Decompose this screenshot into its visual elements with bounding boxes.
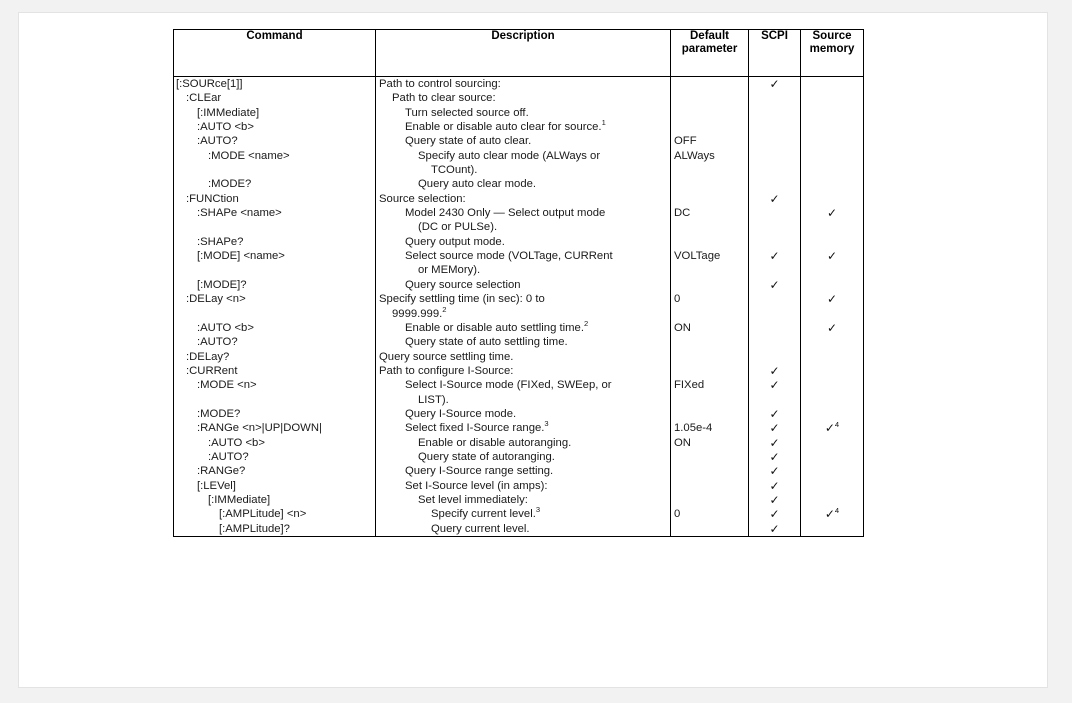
default-parameter-value: 0 (674, 293, 681, 306)
scpi-check-icon: ✓ (769, 478, 780, 493)
description-label: Specify settling time (in sec): 0 to (379, 293, 545, 306)
source-memory-empty-cell (801, 350, 863, 364)
description-text (376, 335, 670, 349)
source-memory-glyph (830, 522, 833, 536)
description-label: Select fixed I-Source range. (405, 422, 545, 435)
source-memory-empty-cell (801, 263, 863, 277)
description-text (376, 479, 670, 493)
source-memory-glyph (830, 436, 833, 450)
scpi-check-icon: ✓ (769, 191, 780, 206)
description-text (376, 393, 670, 407)
description-label: Enable or disable auto clear for source. (405, 121, 602, 134)
description-text (376, 263, 670, 277)
source-memory-glyph: ✓ (826, 320, 838, 335)
default-parameter-line-2: parameter (681, 43, 738, 55)
source-memory-glyph (830, 493, 833, 507)
source-memory-glyph: ✓ (826, 206, 838, 221)
description-label: or MEMory). (418, 264, 481, 277)
command-text: [:SOURce[1]] (176, 78, 243, 90)
description-text (376, 292, 670, 306)
command-text: [:AMPLitude] <n> (219, 508, 307, 521)
description-label: 9999.999. (392, 307, 443, 320)
description-text (376, 507, 670, 521)
description-label: Model 2430 Only — Select output mode (405, 207, 606, 220)
description-label: TCOunt). (431, 164, 478, 177)
source-memory-glyph (830, 263, 833, 277)
source-memory-glyph (830, 120, 833, 134)
command-text: :AUTO <b> (208, 436, 265, 449)
source-memory-empty-cell (801, 106, 863, 120)
command-reference-table (173, 29, 864, 537)
source-memory-line-1: Source (812, 30, 852, 42)
source-memory-glyph (830, 149, 833, 163)
command-text: [:MODE]? (197, 278, 247, 291)
description-label: Query state of autoranging. (418, 450, 555, 463)
default-parameter-value (671, 77, 748, 91)
description-text (376, 493, 670, 507)
scpi-check-icon: ✓ (769, 77, 780, 91)
scpi-empty-cell (749, 120, 800, 134)
command-text: :RANGe <n>|UP|DOWN| (197, 422, 322, 435)
source-memory-check-icon (801, 421, 863, 435)
table-header-row (174, 30, 864, 77)
scpi-empty-cell (749, 335, 800, 349)
scpi-check-icon: ✓ (769, 378, 780, 393)
source-memory-empty-cell (801, 522, 863, 536)
default-parameter-value: ON (674, 436, 691, 449)
source-memory-check-icon (801, 507, 863, 521)
source-memory-glyph: ✓ (826, 249, 838, 264)
source-memory-glyph (830, 278, 833, 292)
source-memory-glyph: ✓ (826, 292, 838, 307)
scpi-empty-cell (749, 307, 800, 321)
default-parameter-value: ON (674, 321, 691, 334)
scpi-check-icon: ✓ (769, 363, 780, 378)
description-label: Query state of auto settling time. (405, 336, 568, 349)
source-memory-glyph (830, 235, 833, 249)
description-label: Path to clear source: (392, 92, 496, 105)
description-text (376, 149, 670, 163)
scpi-empty-cell (749, 321, 800, 335)
description-text (376, 91, 670, 105)
column-header-source-memory (801, 30, 864, 77)
source-memory-glyph (830, 91, 833, 105)
command-text: :MODE? (197, 407, 241, 420)
source-memory-empty-cell (801, 479, 863, 493)
default-parameter-value (671, 235, 748, 249)
table-header (174, 30, 864, 77)
source-memory-empty-cell (801, 235, 863, 249)
description-column-cell (376, 77, 671, 537)
command-text: :AUTO? (197, 135, 238, 148)
column-header-description: Description (376, 30, 671, 77)
footnote-marker: 3 (535, 505, 541, 515)
default-parameter-value: DC (674, 207, 691, 220)
source-memory-glyph (830, 134, 833, 148)
default-parameter-value (671, 493, 748, 507)
default-parameter-value (671, 263, 748, 277)
column-header-command: Command (174, 30, 376, 77)
default-parameter-value: 1.05e-4 (674, 422, 713, 435)
default-parameter-value (671, 464, 748, 478)
description-text (376, 177, 670, 191)
default-parameter-value (671, 522, 748, 536)
source-memory-empty-cell (801, 364, 863, 378)
description-text (376, 77, 670, 91)
scpi-empty-cell (749, 263, 800, 277)
table-body-row (174, 77, 864, 537)
source-memory-empty-cell (801, 91, 863, 105)
source-memory-column-cell (801, 77, 864, 537)
source-memory-empty-cell (801, 393, 863, 407)
footnote-marker: 1 (601, 118, 606, 128)
scpi-empty-cell (749, 393, 800, 407)
source-memory-empty-cell (801, 120, 863, 134)
description-label: Specify auto clear mode (ALWays or (418, 149, 601, 162)
source-memory-glyph (830, 479, 833, 493)
scpi-check-icon: ✓ (769, 492, 780, 507)
command-text: [:MODE] <name> (197, 250, 285, 263)
scpi-empty-cell (749, 220, 800, 234)
source-memory-glyph (830, 393, 833, 407)
source-memory-empty-cell (801, 378, 863, 392)
scpi-empty-cell (749, 91, 800, 105)
description-label: Query I-Source range setting. (405, 465, 554, 478)
scpi-check-icon: ✓ (769, 464, 780, 479)
description-text (376, 220, 670, 234)
description-label: Query output mode. (405, 235, 505, 248)
footnote-marker: 4 (834, 506, 840, 516)
source-memory-check-icon (801, 249, 863, 263)
description-text (376, 464, 670, 478)
source-memory-empty-cell (801, 278, 863, 292)
scpi-column-cell (749, 77, 801, 537)
scpi-check-icon: ✓ (769, 435, 780, 450)
footnote-marker: 2 (442, 304, 447, 314)
description-label: Specify current level. (431, 508, 536, 521)
description-text (376, 522, 670, 536)
command-text: :SHAPe? (197, 235, 244, 248)
source-memory-glyph (830, 77, 833, 91)
source-memory-empty-cell (801, 436, 863, 450)
command-text (174, 163, 375, 177)
description-text (376, 321, 670, 335)
scpi-empty-cell (749, 163, 800, 177)
scpi-empty-cell (749, 292, 800, 306)
source-memory-check-icon (801, 321, 863, 335)
command-column-cell (174, 77, 376, 537)
default-parameter-value: VOLTage (674, 250, 721, 263)
source-memory-glyph (830, 177, 833, 191)
description-label: LIST). (418, 393, 449, 406)
default-parameter-value (671, 479, 748, 493)
default-parameter-value: 0 (674, 508, 681, 521)
source-memory-empty-cell (801, 177, 863, 191)
command-text: :DELay? (186, 350, 230, 363)
command-text (174, 393, 375, 407)
scpi-empty-cell (749, 149, 800, 163)
description-label: Query auto clear mode. (418, 178, 537, 191)
description-text (376, 364, 670, 378)
source-memory-glyph (830, 106, 833, 120)
column-header-scpi: SCPI (749, 30, 801, 77)
command-text: :MODE <n> (197, 379, 257, 392)
description-label: Set level immediately: (418, 493, 528, 506)
description-label: Path to configure I-Source: (379, 364, 514, 377)
default-parameter-value (671, 364, 748, 378)
source-memory-glyph (830, 335, 833, 349)
description-text (376, 407, 670, 421)
scpi-empty-cell (749, 206, 800, 220)
command-text (174, 263, 375, 277)
source-memory-glyph (830, 220, 833, 234)
document-page (18, 12, 1048, 688)
command-text: :CLEar (186, 92, 222, 105)
command-text: [:IMMediate] (208, 493, 271, 506)
description-text (376, 378, 670, 392)
source-memory-glyph (830, 307, 833, 321)
source-memory-glyph (830, 350, 833, 364)
default-parameter-value (671, 307, 748, 321)
description-label: Enable or disable autoranging. (418, 436, 572, 449)
description-text (376, 235, 670, 249)
command-text: :MODE? (208, 178, 252, 191)
command-text: :AUTO <b> (197, 121, 254, 134)
default-parameter-value (671, 278, 748, 292)
source-memory-check-icon (801, 206, 863, 220)
scpi-empty-cell (749, 134, 800, 148)
scpi-empty-cell (749, 235, 800, 249)
command-text: :SHAPe <name> (197, 207, 282, 220)
description-label: Path to control sourcing: (379, 78, 501, 90)
default-parameter-value (671, 91, 748, 105)
source-memory-check-icon (801, 292, 863, 306)
default-parameter-value: ALWays (674, 149, 715, 162)
description-label: Set I-Source level (in amps): (405, 479, 548, 492)
default-parameter-value: OFF (674, 135, 697, 148)
description-label: Query state of auto clear. (405, 135, 532, 148)
column-header-default-parameter (671, 30, 749, 77)
default-parameter-value (671, 177, 748, 191)
default-parameter-value: FIXed (674, 379, 705, 392)
description-text (376, 192, 670, 206)
command-text: :DELay <n> (186, 293, 246, 306)
scpi-check-icon: ✓ (769, 406, 780, 421)
source-memory-empty-cell (801, 335, 863, 349)
default-parameter-value (671, 335, 748, 349)
default-parameter-value (671, 407, 748, 421)
description-text (376, 249, 670, 263)
scpi-check-icon: ✓ (769, 521, 780, 536)
scpi-empty-cell (749, 177, 800, 191)
command-text: [:IMMediate] (197, 106, 260, 119)
source-memory-line-2: memory (809, 43, 855, 55)
command-text: :FUNCtion (186, 192, 239, 205)
description-label: Turn selected source off. (405, 106, 529, 119)
source-memory-glyph (830, 163, 833, 177)
command-text: :MODE <name> (208, 149, 290, 162)
source-memory-glyph: ✓ (824, 507, 835, 522)
command-text: :AUTO <b> (197, 321, 254, 334)
description-text (376, 450, 670, 464)
footnote-marker: 4 (834, 420, 840, 430)
description-text (376, 163, 670, 177)
command-text (174, 307, 375, 321)
footnote-marker: 3 (544, 419, 549, 429)
source-memory-glyph (830, 192, 833, 206)
scpi-check-icon: ✓ (769, 249, 780, 264)
description-label: Enable or disable auto settling time. (405, 321, 584, 334)
command-text: :AUTO? (208, 450, 249, 463)
description-text (376, 421, 670, 435)
default-parameter-value (671, 450, 748, 464)
default-parameter-value (671, 350, 748, 364)
default-parameter-line-1: Default (690, 30, 729, 42)
command-text: :RANGe? (197, 465, 246, 478)
description-text (376, 134, 670, 148)
default-parameter-value (671, 220, 748, 234)
default-parameter-value (671, 192, 748, 206)
source-memory-glyph (830, 378, 833, 392)
default-parameter-value (671, 393, 748, 407)
scpi-empty-cell (749, 350, 800, 364)
source-memory-glyph (830, 364, 833, 378)
source-memory-glyph (830, 407, 833, 421)
source-memory-glyph: ✓ (824, 421, 835, 436)
command-text (174, 220, 375, 234)
description-label: Query source settling time. (379, 350, 514, 363)
default-parameter-value (671, 120, 748, 134)
source-memory-empty-cell (801, 493, 863, 507)
source-memory-glyph (830, 450, 833, 464)
description-text (376, 350, 670, 364)
description-text (376, 206, 670, 220)
source-memory-glyph (830, 464, 833, 478)
description-text (376, 304, 670, 321)
source-memory-empty-cell (801, 149, 863, 163)
command-text: [:AMPLitude]? (219, 522, 290, 535)
source-memory-empty-cell (801, 163, 863, 177)
default-parameter-column-cell (671, 77, 749, 537)
source-memory-empty-cell (801, 77, 863, 91)
table-body (174, 77, 864, 537)
scpi-check-icon: ✓ (769, 421, 780, 436)
description-label: Query I-Source mode. (405, 407, 517, 420)
scpi-check-icon: ✓ (769, 449, 780, 464)
source-memory-empty-cell (801, 192, 863, 206)
command-text: :CURRent (186, 364, 238, 377)
scpi-check-icon: ✓ (769, 507, 780, 522)
description-label: Source selection: (379, 192, 466, 205)
default-parameter-value (671, 163, 748, 177)
command-reference-table-container (173, 29, 864, 537)
description-label: Query source selection (405, 278, 521, 291)
description-label: (DC or PULSe). (418, 221, 498, 234)
command-text: :AUTO? (197, 336, 238, 349)
source-memory-empty-cell (801, 134, 863, 148)
description-text (376, 436, 670, 450)
source-memory-empty-cell (801, 220, 863, 234)
source-memory-empty-cell (801, 307, 863, 321)
description-text (376, 278, 670, 292)
description-label: Select I-Source mode (FIXed, SWEep, or (405, 379, 612, 392)
footnote-marker: 2 (583, 319, 589, 329)
command-text: [:LEVel] (197, 479, 236, 492)
source-memory-empty-cell (801, 407, 863, 421)
description-text (376, 106, 670, 120)
description-label: Query current level. (431, 522, 530, 535)
scpi-empty-cell (749, 106, 800, 120)
scpi-check-icon: ✓ (769, 277, 780, 292)
default-parameter-value (671, 106, 748, 120)
description-text (376, 120, 670, 134)
source-memory-empty-cell (801, 450, 863, 464)
description-label: Select source mode (VOLTage, CURRent (405, 250, 613, 263)
source-memory-empty-cell (801, 464, 863, 478)
